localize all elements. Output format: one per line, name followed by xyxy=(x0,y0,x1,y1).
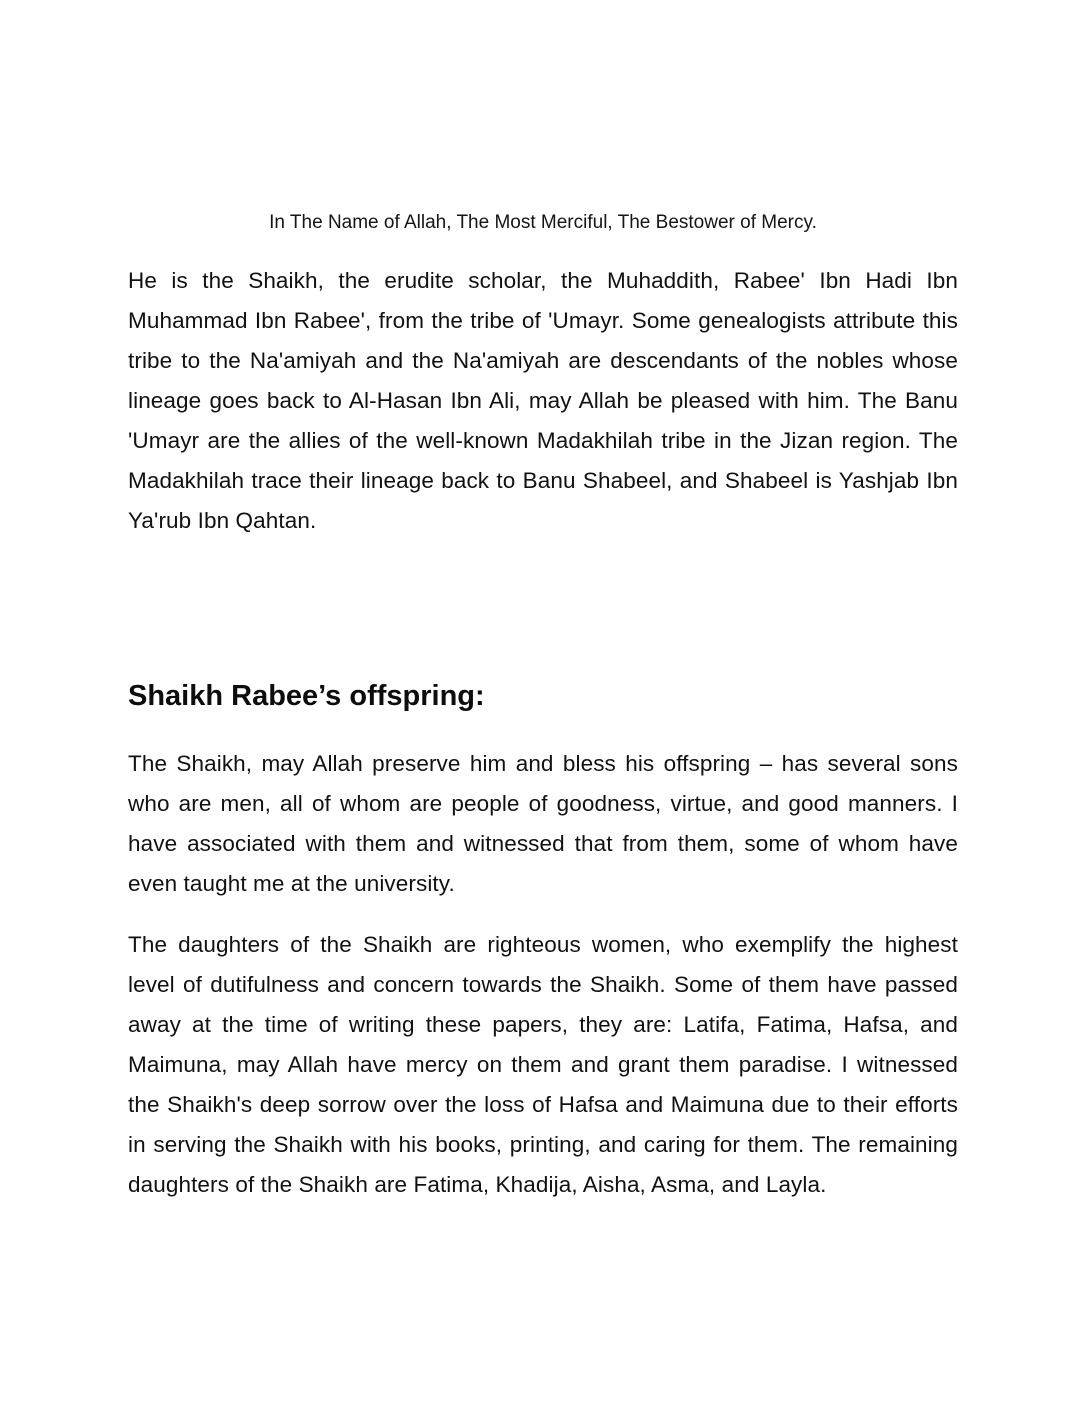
section-heading: Shaikh Rabee’s offspring: xyxy=(128,680,485,712)
biography-paragraph: He is the Shaikh, the erudite scholar, the Muhaddith, Rabee' Ibn Hadi Ibn Muhammad Ibn Rabee', from the tribe of 'Umayr. Some genealogists attribute this tribe to the Na'amiyah and the Na'amiyah are descendants of the nobles whose lineage goes back to Al-Hasan Ibn Ali, may Allah be pleased with him. The Banu 'Umayr are the allies of the well-known Madakhilah tribe in the Jizan region. The Madakhilah trace their lineage back to Banu Shabeel, and Shabeel is Yashjab Ibn Ya'rub Ibn Qahtan. xyxy=(128,268,958,533)
daughters-paragraph: The daughters of the Shaikh are righteous women, who exemplify the highest level of dutifulness and concern towards the Shaikh. Some of them have passed away at the time of writing these papers, they are: Latifa, Fatima, Hafsa, and Maimuna, may Allah have mercy on them and grant them paradise. I witnessed the Shaikh's deep sorrow over the loss of Hafsa and Maimuna due to their efforts in serving the Shaikh with his books, printing, and caring for them. The remaining daughters of the Shaikh are Fatima, Khadija, Aisha, Asma, and Layla. xyxy=(128,932,958,1197)
sons-paragraph: The Shaikh, may Allah preserve him and bless his offspring – has several sons who are men, all of whom are people of goodness, virtue, and good manners. I have associated with them and witnessed that from them, some of whom have even taught me at the university. xyxy=(128,751,958,896)
invocation-line: In The Name of Allah, The Most Merciful, The Bestower of Mercy. xyxy=(269,212,817,233)
